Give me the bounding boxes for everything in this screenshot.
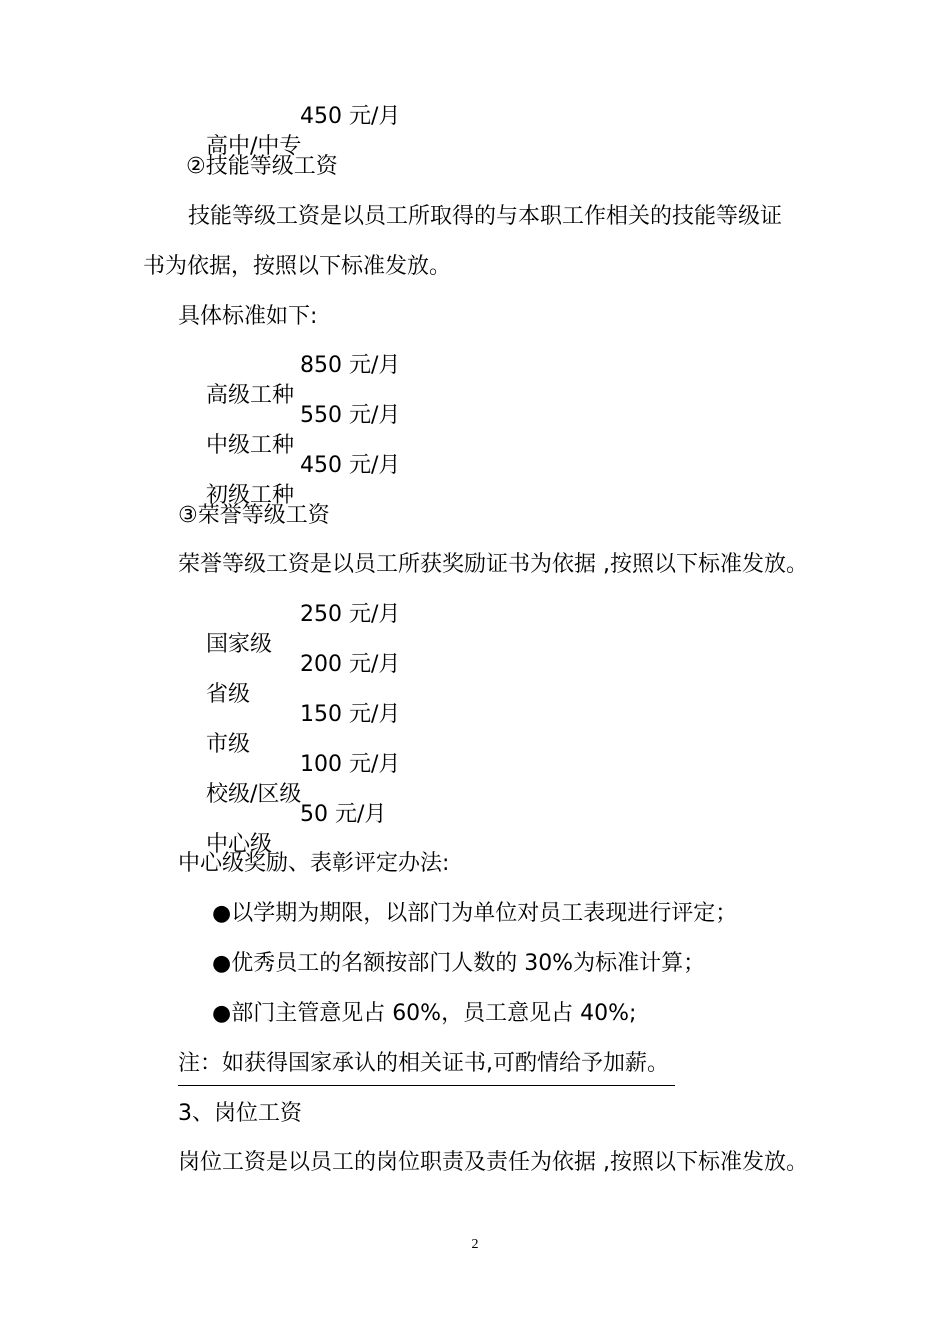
row-label: 校级/区级 [205,782,302,807]
row-label: 高级工种 [205,383,294,408]
row-value: 250 元/月 [300,602,401,627]
row-value: 550 元/月 [300,403,401,428]
bullet-item-3: ●部门主管意见占 60%，员工意见占 40%; [212,1001,637,1026]
row-value: 850 元/月 [300,353,401,378]
row-label: 初级工种 [205,483,294,508]
row-value: 450 元/月 [300,453,401,478]
row-value: 100 元/月 [300,752,401,777]
row-value: 150 元/月 [300,702,401,727]
bullet-item-2: ●优秀员工的名额按部门人数的 30%为标准计算； [212,951,706,976]
honor-grade-heading: ③荣誉等级工资 [178,503,330,528]
skill-grade-description-line-2: 书为依据，按照以下标准发放。 [143,254,452,279]
standard-intro: 具体标准如下: [178,304,318,329]
row-value: 50 元/月 [300,802,387,827]
row-label: 高中/中专 [205,134,302,159]
note-underline [178,1085,675,1086]
row-label: 市级 [205,732,250,757]
row-label: 国家级 [205,632,272,657]
bullet-item-1: ●以学期为期限，以部门为单位对员工表现进行评定； [212,901,738,926]
skill-grade-description-line-1: 技能等级工资是以员工所取得的与本职工作相关的技能等级证 [188,204,783,229]
row-label: 中心级 [205,832,272,857]
row-value: 450 元/月 [300,104,401,129]
post-salary-description: 岗位工资是以员工的岗位职责及责任为依据 ,按照以下标准发放。 [178,1150,808,1175]
note-text: 注：如获得国家承认的相关证书,可酌情给予加薪。 [178,1051,669,1076]
skill-grade-heading: ②技能等级工资 [186,154,338,179]
row-label: 中级工种 [205,433,294,458]
center-method-heading: 中心级奖励、表彰评定办法: [178,851,450,876]
post-salary-heading: 3、岗位工资 [178,1101,302,1126]
page-number: 2 [471,1237,479,1252]
honor-grade-description: 荣誉等级工资是以员工所获奖励证书为依据 ,按照以下标准发放。 [178,552,808,577]
row-label: 省级 [205,682,250,707]
row-value: 200 元/月 [300,652,401,677]
